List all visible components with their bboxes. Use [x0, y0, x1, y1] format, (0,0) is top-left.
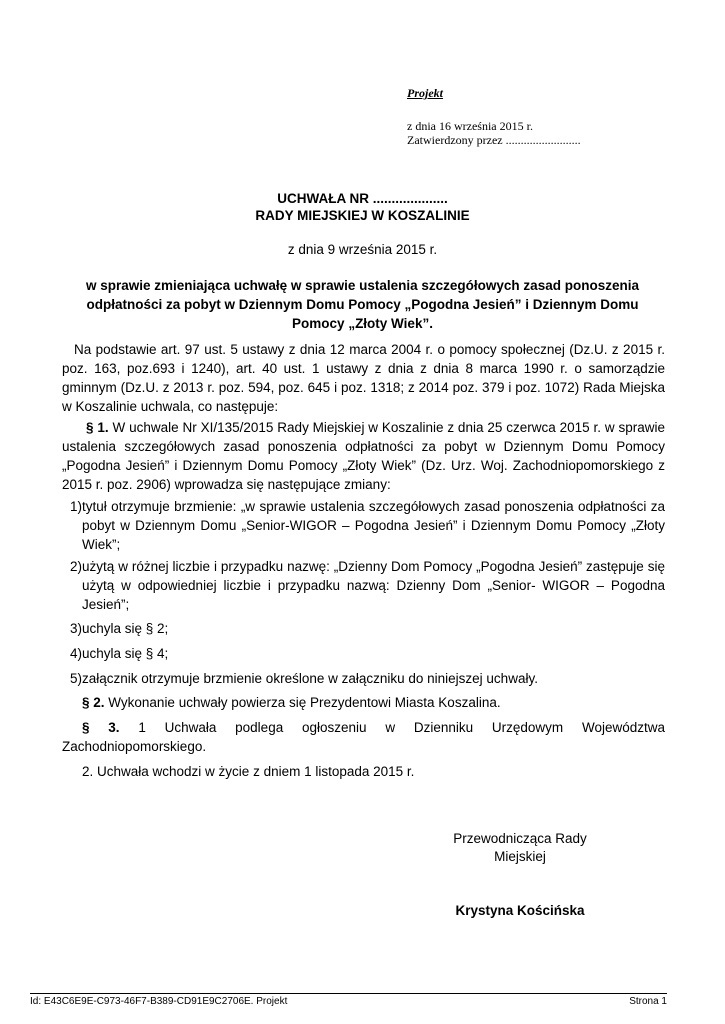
- project-header: [407, 86, 581, 147]
- section-1-label: § 1.: [86, 420, 109, 435]
- title-line-2: RADY MIEJSKIEJ W KOSZALINIE: [255, 208, 470, 223]
- list-item-number: 4): [70, 646, 83, 661]
- list-item-text: załącznik otrzymuje brzmienie określone w załączniku do niniejszej uchwały.: [82, 671, 538, 686]
- section-2-text: Wykonanie uchwały powierza się Prezydentowi Miasta Koszalina.: [104, 695, 501, 710]
- project-label: Projekt: [407, 86, 443, 100]
- list-item-number: 1): [70, 499, 83, 514]
- title-line-1: UCHWAŁA NR ....................: [277, 191, 448, 206]
- section-3-point-2: 2. Uchwała wchodzi w życie z dniem 1 listopada 2015 r.: [82, 764, 415, 779]
- approved-line: Zatwierdzony przez .........................: [407, 133, 581, 147]
- resolution-title: [0, 190, 725, 224]
- section-1: [62, 418, 665, 494]
- list-item-number: 2): [70, 559, 83, 574]
- list-item-number: 5): [70, 671, 83, 686]
- list-item: [62, 619, 665, 638]
- footer-page: Strona 1: [629, 996, 667, 1007]
- list-item-text: użytą w różnej liczbie i przypadku nazwę: „Dzienny Dom Pomocy „Pogodna Jesień” zastępuje się użytą w odpowiedniej liczbie i przypadku nazwą: Dzienny Dom „Senior- WIGOR – Pogodna Jesień”;: [82, 559, 665, 612]
- signature-name: Krystyna Kościńska: [455, 903, 585, 918]
- list-item: [62, 557, 665, 614]
- list-item-number: 3): [70, 621, 83, 636]
- section-2-label: § 2.: [82, 695, 105, 710]
- section-1-text: W uchwale Nr XI/135/2015 Rady Miejskiej w Koszalinie z dnia 25 czerwca 2015 r. w sprawie ustalenia szczegółowych zasad ponoszenia odpłatności za pobyt w Dziennym Domu Pomocy „Pogodna Jesień” i Dziennym Domu Pomocy „Złoty Wiek” (Dz. Urz. Woj. Zachodniopomorskiego z 2015 r. poz. 2906) wprowadza się następujące zmiany:: [62, 420, 665, 492]
- preamble: Na podstawie art. 97 ust. 5 ustawy z dnia 12 marca 2004 r. o pomocy społecznej (Dz.U. z 2015 r. poz. 163, poz.693 i 1240), art. 40 ust. 1 ustawy z dnia z dnia 8 marca 1990 r. o samorządzie gminnym (Dz.U. z 2013 r. poz. 594, poz. 645 i poz. 1318; z 2014 poz. 379 i poz. 1072) Rada Miejska w Koszalinie uchwala, co następuje:: [62, 342, 665, 414]
- footer-divider: [30, 993, 667, 994]
- section-3-text: 1 Uchwała podlega ogłoszeniu w Dzienniku Urzędowym Województwa Zachodniopomorskiego.: [62, 720, 665, 754]
- project-date: z dnia 16 września 2015 r.: [407, 119, 533, 133]
- signature-role-2: Miejskiej: [494, 849, 546, 864]
- section-2: [62, 693, 665, 712]
- footer-id: Id: E43C6E9E-C973-46F7-B389-CD91E9C2706E. Projekt: [30, 996, 288, 1007]
- list-item: [62, 497, 665, 554]
- resolution-date: z dnia 9 września 2015 r.: [287, 242, 438, 257]
- signature-role-1: Przewodnicząca Rady: [453, 831, 587, 846]
- list-item-text: uchyla się § 2;: [82, 621, 169, 636]
- list-item-text: tytuł otrzymuje brzmienie: „w sprawie ustalenia szczegółowych zasad ponoszenia odpłatności za pobyt w Dziennym Domu „Senior-WIGOR – Pogodna Jesień” i Dziennym Domu Pomocy „Złoty Wiek”;: [82, 499, 665, 552]
- list-item: [62, 644, 665, 663]
- section-3: [62, 718, 665, 756]
- list-item-text: uchyla się § 4;: [82, 646, 169, 661]
- section-3-label: § 3.: [82, 720, 120, 735]
- signature-block: [420, 830, 620, 866]
- resolution-subject: w sprawie zmieniająca uchwałę w sprawie ustalenia szczegółowych zasad ponoszenia odpłatności za pobyt w Dziennym Domu Pomocy „Pogodna Jesień” i Dziennym Domu Pomocy „Złoty Wiek”.: [86, 278, 639, 331]
- list-item: [62, 669, 665, 688]
